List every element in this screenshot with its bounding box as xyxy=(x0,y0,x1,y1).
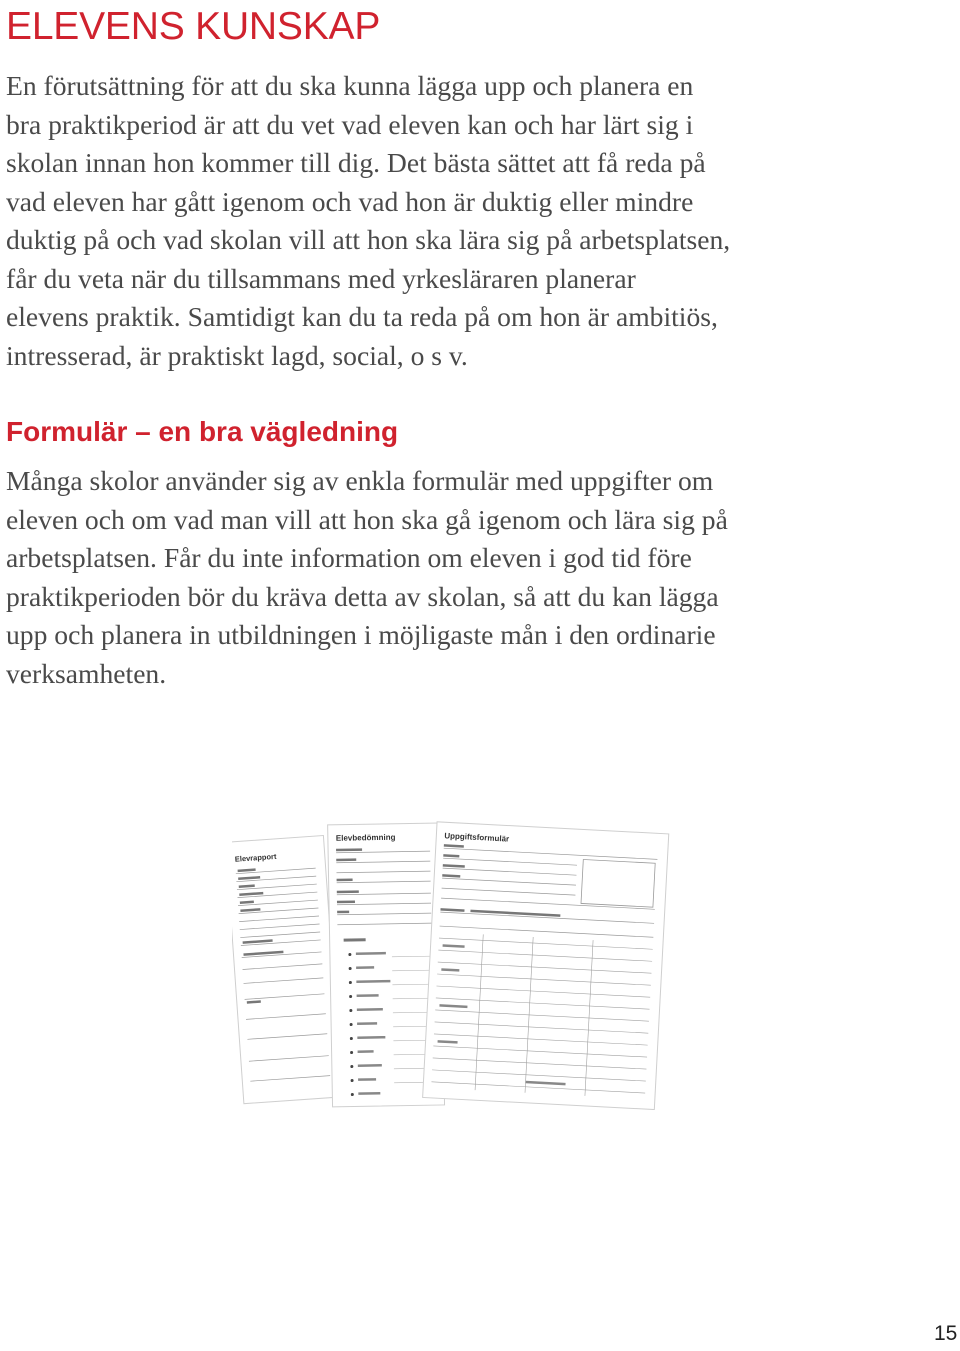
form-3-title: Uppgiftsformulär xyxy=(444,831,510,844)
page-heading: ELEVENS KUNSKAP xyxy=(6,5,381,48)
forms-paragraph: Många skolor använder sig av enkla formulär med uppgifter om eleven och om vad man vill att hon ska gå igenom och lära sig på arbetsplatsen. Får du inte information om eleven i god tid före praktikperioden bör du kräva detta av skolan, så att du kan lägga upp och planera in utbildningen i möjligaste mån i den ordinarie verksamheten. xyxy=(6,465,728,689)
form-1-title: Elevrapport xyxy=(234,851,277,864)
form-2-title: Elevbedömning xyxy=(335,832,396,843)
form-sheet-1 xyxy=(232,836,342,1104)
forms-illustration xyxy=(232,820,672,1110)
page-number: 15 xyxy=(934,1322,958,1345)
intro-paragraph: En förutsättning för att du ska kunna lägga upp och planera en bra praktikperiod är att du vet vad eleven kan och har lärt sig i skolan innan hon kommer till dig. Det bästa sättet att få reda på vad eleven har gått igenom och vad hon är duktig eller mindre duktig på och vad skolan vill att hon ska lära sig på arbetsplatsen, får du veta när du tillsammans med yrkesläraren planerar elevens praktik. Samtidigt kan du ta reda på om hon är ambitiös, intresserad, är praktiskt lagd, social, o s v. xyxy=(6,70,731,371)
section-subheading: Formulär – en bra vägledning xyxy=(6,416,399,447)
form-sheet-3 xyxy=(423,822,669,1110)
